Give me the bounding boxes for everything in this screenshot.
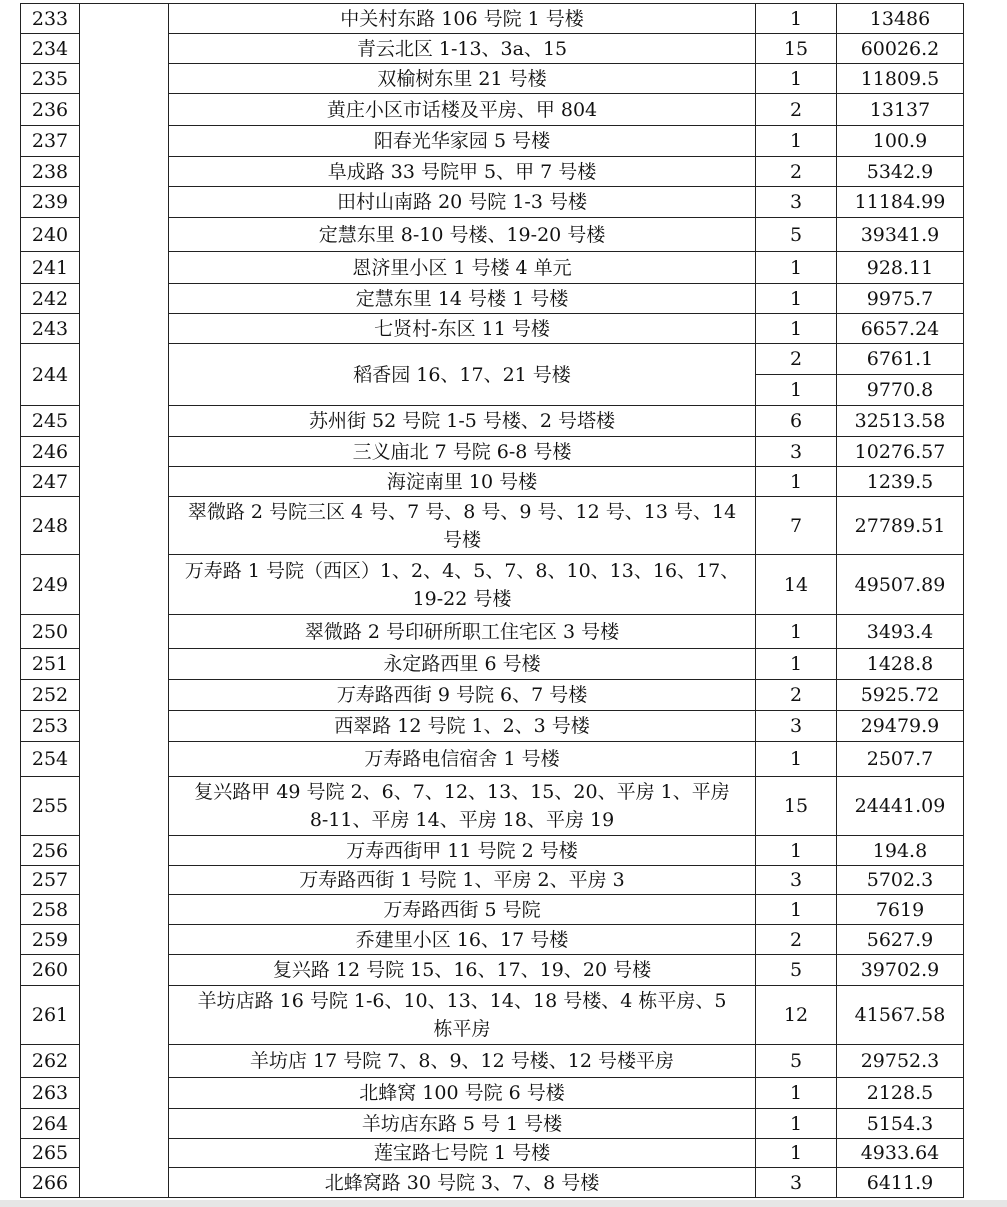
row-number: 258: [21, 895, 80, 925]
area-cell: 6761.1: [837, 344, 964, 375]
count-cell: 1: [756, 467, 837, 497]
count-cell: 14: [756, 555, 837, 615]
address-cell: 翠微路 2 号印研所职工住宅区 3 号楼: [169, 615, 756, 649]
row-number: 263: [21, 1078, 80, 1109]
merged-category-cell: [80, 4, 169, 1198]
count-cell: 12: [756, 986, 837, 1045]
row-number: 241: [21, 252, 80, 284]
count-cell: 1: [756, 252, 837, 284]
count-cell: 5: [756, 1045, 837, 1078]
table-row: [21, 4, 964, 34]
address-cell: 阜成路 33 号院甲 5、甲 7 号楼: [169, 157, 756, 187]
address-cell: 稻香园 16、17、21 号楼: [169, 344, 756, 406]
address-cell: [169, 497, 756, 555]
count-cell: 7: [756, 497, 837, 555]
count-cell: 2: [756, 344, 837, 375]
count-cell: 2: [756, 680, 837, 711]
page-bottom-edge: [0, 1200, 1007, 1207]
row-number: 259: [21, 925, 80, 955]
row-number: 235: [21, 64, 80, 94]
area-cell: 5342.9: [837, 157, 964, 187]
row-number: 257: [21, 866, 80, 895]
count-cell: 3: [756, 437, 837, 467]
count-cell: 1: [756, 615, 837, 649]
area-cell: 9975.7: [837, 284, 964, 314]
address-cell: [169, 986, 756, 1045]
row-number: 240: [21, 218, 80, 252]
address-cell: [169, 777, 756, 836]
area-cell: 100.9: [837, 126, 964, 157]
address-cell: 三义庙北 7 号院 6-8 号楼: [169, 437, 756, 467]
address-cell: 定慧东里 8-10 号楼、19-20 号楼: [169, 218, 756, 252]
area-cell: 9770.8: [837, 375, 964, 406]
address-cell: 定慧东里 14 号楼 1 号楼: [169, 284, 756, 314]
address-cell: 苏州街 52 号院 1-5 号楼、2 号塔楼: [169, 406, 756, 437]
address-cell: 复兴路 12 号院 15、16、17、19、20 号楼: [169, 955, 756, 986]
count-cell: 1: [756, 895, 837, 925]
address-cell: 万寿路西街 9 号院 6、7 号楼: [169, 680, 756, 711]
count-cell: 6: [756, 406, 837, 437]
count-cell: 1: [756, 314, 837, 344]
row-number: 237: [21, 126, 80, 157]
area-cell: 6657.24: [837, 314, 964, 344]
address-cell: 北蜂窝路 30 号院 3、7、8 号楼: [169, 1168, 756, 1198]
count-cell: 3: [756, 1168, 837, 1198]
area-cell: 13486: [837, 4, 964, 34]
row-number: 254: [21, 742, 80, 777]
address-cell: 恩济里小区 1 号楼 4 单元: [169, 252, 756, 284]
area-cell: 24441.09: [837, 777, 964, 836]
count-cell: 5: [756, 955, 837, 986]
row-number: 264: [21, 1109, 80, 1139]
count-cell: 3: [756, 866, 837, 895]
area-cell: 4933.64: [837, 1139, 964, 1168]
row-number: 245: [21, 406, 80, 437]
row-number: 256: [21, 836, 80, 866]
area-cell: 29479.9: [837, 711, 964, 742]
area-cell: 29752.3: [837, 1045, 964, 1078]
area-cell: 1428.8: [837, 649, 964, 680]
area-cell: 60026.2: [837, 34, 964, 64]
count-cell: 1: [756, 284, 837, 314]
count-cell: 1: [756, 1078, 837, 1109]
area-cell: 6411.9: [837, 1168, 964, 1198]
row-number: 243: [21, 314, 80, 344]
row-number: 255: [21, 777, 80, 836]
count-cell: 3: [756, 187, 837, 218]
address-cell: 永定路西里 6 号楼: [169, 649, 756, 680]
count-cell: 1: [756, 126, 837, 157]
address-cell: 阳春光华家园 5 号楼: [169, 126, 756, 157]
area-cell: 11184.99: [837, 187, 964, 218]
area-cell: 27789.51: [837, 497, 964, 555]
count-cell: 1: [756, 836, 837, 866]
address-cell: 羊坊店 17 号院 7、8、9、12 号楼、12 号楼平房: [169, 1045, 756, 1078]
count-cell: 15: [756, 34, 837, 64]
address-cell: 万寿路西街 5 号院: [169, 895, 756, 925]
address-line: 19-22 号楼: [412, 587, 512, 610]
address-line: 复兴路甲 49 号院 2、6、7、12、13、15、20、平房 1、平房: [194, 781, 730, 803]
area-cell: 41567.58: [837, 986, 964, 1045]
area-cell: 1239.5: [837, 467, 964, 497]
count-cell: 2: [756, 157, 837, 187]
address-cell: 乔建里小区 16、17 号楼: [169, 925, 756, 955]
area-cell: 5154.3: [837, 1109, 964, 1139]
area-cell: 10276.57: [837, 437, 964, 467]
area-cell: 3493.4: [837, 615, 964, 649]
address-line: 翠微路 2 号院三区 4 号、7 号、8 号、9 号、12 号、13 号、14: [187, 500, 737, 523]
row-number: 233: [21, 4, 80, 34]
row-number: 250: [21, 615, 80, 649]
address-line: 号楼: [442, 528, 481, 551]
area-cell: 194.8: [837, 836, 964, 866]
row-number: 244: [21, 344, 80, 406]
row-number: 252: [21, 680, 80, 711]
area-cell: 928.11: [837, 252, 964, 284]
count-cell: 5: [756, 218, 837, 252]
area-cell: 5627.9: [837, 925, 964, 955]
area-cell: 39702.9: [837, 955, 964, 986]
row-number: 261: [21, 986, 80, 1045]
row-number: 236: [21, 94, 80, 126]
count-cell: 1: [756, 649, 837, 680]
area-cell: 7619: [837, 895, 964, 925]
count-cell: 15: [756, 777, 837, 836]
address-cell: 青云北区 1-13、3a、15: [169, 34, 756, 64]
address-cell: [169, 555, 756, 615]
count-cell: 1: [756, 1139, 837, 1168]
area-cell: 32513.58: [837, 406, 964, 437]
address-cell: 黄庄小区市话楼及平房、甲 804: [169, 94, 756, 126]
row-number: 253: [21, 711, 80, 742]
address-line: 万寿路 1 号院（西区）1、2、4、5、7、8、10、13、16、17、: [184, 559, 740, 582]
row-number: 234: [21, 34, 80, 64]
row-number: 249: [21, 555, 80, 615]
housing-table: [20, 3, 964, 1198]
address-line: 栋平房: [433, 1018, 491, 1040]
address-cell: 海淀南里 10 号楼: [169, 467, 756, 497]
address-cell: 中关村东路 106 号院 1 号楼: [169, 4, 756, 34]
count-cell: 1: [756, 4, 837, 34]
count-cell: 3: [756, 711, 837, 742]
address-line: 羊坊店路 16 号院 1-6、10、13、14、18 号楼、4 栋平房、5: [197, 990, 727, 1012]
area-cell: 11809.5: [837, 64, 964, 94]
count-cell: 1: [756, 64, 837, 94]
count-cell: 2: [756, 94, 837, 126]
address-cell: 双榆树东里 21 号楼: [169, 64, 756, 94]
area-cell: 39341.9: [837, 218, 964, 252]
row-number: 265: [21, 1139, 80, 1168]
count-cell: 1: [756, 1109, 837, 1139]
row-number: 266: [21, 1168, 80, 1198]
row-number: 238: [21, 157, 80, 187]
address-cell: 田村山南路 20 号院 1-3 号楼: [169, 187, 756, 218]
address-line: 8-11、平房 14、平房 18、平房 19: [309, 809, 615, 831]
area-cell: 13137: [837, 94, 964, 126]
count-cell: 1: [756, 742, 837, 777]
row-number: 248: [21, 497, 80, 555]
address-cell: 万寿西街甲 11 号院 2 号楼: [169, 836, 756, 866]
area-cell: 49507.89: [837, 555, 964, 615]
row-number: 260: [21, 955, 80, 986]
row-number: 251: [21, 649, 80, 680]
address-cell: 万寿路西街 1 号院 1、平房 2、平房 3: [169, 866, 756, 895]
row-number: 262: [21, 1045, 80, 1078]
count-cell: 1: [756, 375, 837, 406]
count-cell: 2: [756, 925, 837, 955]
area-cell: 5925.72: [837, 680, 964, 711]
address-cell: 西翠路 12 号院 1、2、3 号楼: [169, 711, 756, 742]
address-cell: 羊坊店东路 5 号 1 号楼: [169, 1109, 756, 1139]
address-cell: 北蜂窝 100 号院 6 号楼: [169, 1078, 756, 1109]
address-cell: 七贤村-东区 11 号楼: [169, 314, 756, 344]
area-cell: 2507.7: [837, 742, 964, 777]
area-cell: 5702.3: [837, 866, 964, 895]
address-cell: 万寿路电信宿舍 1 号楼: [169, 742, 756, 777]
row-number: 239: [21, 187, 80, 218]
row-number: 246: [21, 437, 80, 467]
row-number: 242: [21, 284, 80, 314]
area-cell: 2128.5: [837, 1078, 964, 1109]
address-cell: 莲宝路七号院 1 号楼: [169, 1139, 756, 1168]
row-number: 247: [21, 467, 80, 497]
